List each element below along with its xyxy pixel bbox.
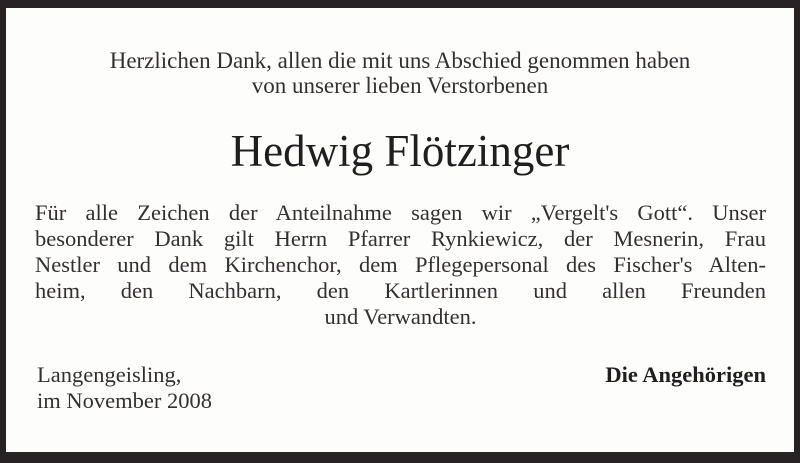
opening-line-2: von unserer lieben Verstorbenen — [251, 73, 549, 98]
date-line: im November 2008 — [37, 388, 212, 413]
paragraph-line-5: und Verwandten. — [324, 304, 477, 329]
opening-line-1: Herzlichen Dank, allen die mit uns Abschied genommen haben — [109, 48, 691, 73]
signature-mourners: Die Angehörigen — [605, 362, 766, 387]
paragraph-line-1: Für alle Zeichen der Anteilnahme sagen wir „Vergelt's Gott“. Unser — [35, 200, 766, 225]
thanks-paragraph — [35, 200, 766, 330]
paragraph-line-3: Nestler und dem Kirchenchor, dem Pflegepersonal des Fischer's Alten- — [35, 252, 766, 277]
opening-lines — [6, 48, 794, 98]
deceased-name: Hedwig Flötzinger — [230, 126, 570, 176]
place-date-block — [37, 362, 212, 414]
place-line: Langengeisling, — [37, 362, 182, 387]
paragraph-line-4: heim, den Nachbarn, den Kartlerinnen und allen Freunden — [35, 278, 766, 303]
notice-footer — [37, 362, 766, 414]
paragraph-line-2: besonderer Dank gilt Herrn Pfarrer Rynkiewicz, der Mesnerin, Frau — [35, 226, 766, 251]
